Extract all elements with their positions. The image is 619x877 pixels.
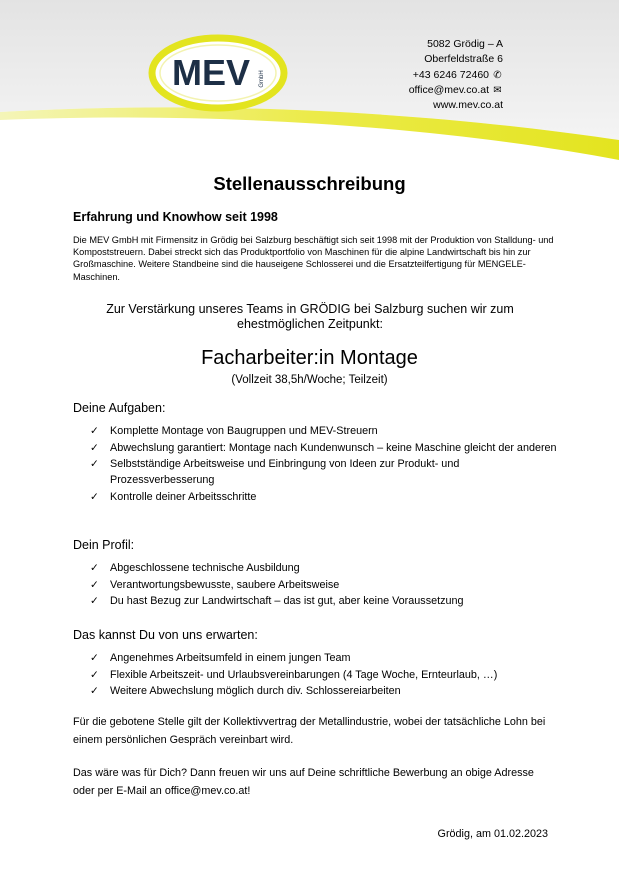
checkmark-icon: ✓ — [90, 458, 99, 471]
list-item — [90, 560, 560, 576]
list-item-text: Selbstständige Arbeitsweise und Einbringung von Ideen zur Produkt- und Prozessverbesserung — [110, 458, 460, 487]
contact-email-line — [409, 83, 503, 98]
checkmark-icon: ✓ — [90, 441, 99, 454]
job-subtitle: (Vollzeit 38,5h/Woche; Teilzeit) — [231, 374, 388, 386]
list-item — [90, 650, 560, 666]
list-item-text: Abwechslung garantiert: Montage nach Kundenwunsch – keine Maschine gleicht der anderen — [110, 441, 557, 454]
svg-text:MEV: MEV — [171, 52, 251, 93]
list-item-text: Abgeschlossene technische Ausbildung — [110, 562, 300, 574]
contact-block — [409, 37, 503, 113]
list-item — [90, 667, 560, 683]
checkmark-icon: ✓ — [90, 652, 99, 664]
list-item-text: Flexible Arbeitszeit- und Urlaubsvereinbarungen (4 Tage Woche, Ernteurlaub, …) — [110, 668, 498, 681]
list-item — [90, 593, 560, 609]
svg-text:GmbH: GmbH — [259, 70, 265, 88]
list-item — [90, 423, 560, 439]
checkmark-icon: ✓ — [90, 562, 99, 574]
mail-icon: ✉ — [493, 84, 502, 96]
checkmark-icon: ✓ — [90, 578, 99, 591]
phone-icon: ✆ — [493, 69, 502, 81]
section-heading-profile: Dein Profil: — [73, 538, 135, 552]
checkmark-icon: ✓ — [90, 595, 99, 608]
list-item — [90, 456, 560, 489]
contact-city: 5082 Grödig – A — [427, 38, 503, 50]
list-item-text: Verantwortungsbewusste, saubere Arbeitsweise — [110, 578, 340, 591]
section-heading-benefits: Das kannst Du von uns erwarten: — [73, 628, 258, 642]
list-item-text: Kontrolle deiner Arbeitsschritte — [110, 491, 257, 504]
checkmark-icon: ✓ — [90, 491, 99, 504]
mev-logo — [148, 34, 288, 112]
list-item — [90, 577, 560, 593]
list-item — [90, 440, 560, 456]
contact-street: Oberfeldstraße 6 — [424, 53, 503, 66]
list-item-text: Weitere Abwechslung möglich durch div. Schlossereiarbeiten — [110, 685, 401, 698]
profile-list — [90, 560, 560, 610]
list-item — [90, 683, 560, 699]
list-item-text: Angenehmes Arbeitsumfeld in einem jungen Team — [110, 652, 351, 664]
contact-phone: +43 6246 72460 — [412, 68, 489, 81]
application-paragraph: Das wäre was für Dich? Dann freuen wir uns auf Deine schriftliche Bewerbung an obige Adresse oder per E-Mail an office@mev.co.at! — [73, 767, 534, 797]
contact-email[interactable]: office@mev.co.at — [408, 83, 489, 96]
page-title: Stellenausschreibung — [213, 173, 406, 194]
tasks-list — [90, 423, 560, 506]
job-title: Facharbeiter:in Montage — [201, 347, 418, 369]
checkmark-icon: ✓ — [90, 668, 99, 681]
list-item-text: Du hast Bezug zur Landwirtschaft – das ist gut, aber keine Voraussetzung — [110, 595, 464, 608]
list-item-text: Komplette Montage von Baugruppen und MEV-Streuern — [110, 425, 378, 437]
intro-paragraph: Die MEV GmbH mit Firmensitz in Grödig bei Salzburg beschäftigt sich seit 1998 mit der Produktion von Stalldung- und Kompoststreuern. Dabei streckt sich das Produktportfolio von Maschinen für die alpine Landwirtschaft bis hin zur Großmaschine. Weitere Standbeine sind die hauseigene Schlosserei und die Ersatzteilfertigung für MENGELE-Maschinen. — [73, 235, 554, 282]
section-heading-tasks: Deine Aufgaben: — [73, 401, 166, 415]
benefits-list — [90, 650, 560, 700]
lead-text: Zur Verstärkung unseres Teams in GRÖDIG bei Salzburg suchen wir zum ehestmöglichen Zeitpunkt: — [106, 302, 514, 331]
list-item — [90, 489, 560, 505]
subtitle: Erfahrung und Knowhow seit 1998 — [73, 210, 278, 224]
salary-paragraph: Für die gebotene Stelle gilt der Kollektivvertrag der Metallindustrie, wobei der tatsächliche Lohn bei einem persönlichen Gespräch vereinbart wird. — [73, 716, 546, 746]
checkmark-icon: ✓ — [90, 425, 99, 437]
header-swoosh-background — [0, 0, 619, 170]
date-line: Grödig, am 01.02.2023 — [437, 828, 548, 840]
checkmark-icon: ✓ — [90, 685, 99, 698]
contact-web[interactable]: www.mev.co.at — [433, 99, 503, 112]
contact-phone-line — [409, 68, 503, 83]
